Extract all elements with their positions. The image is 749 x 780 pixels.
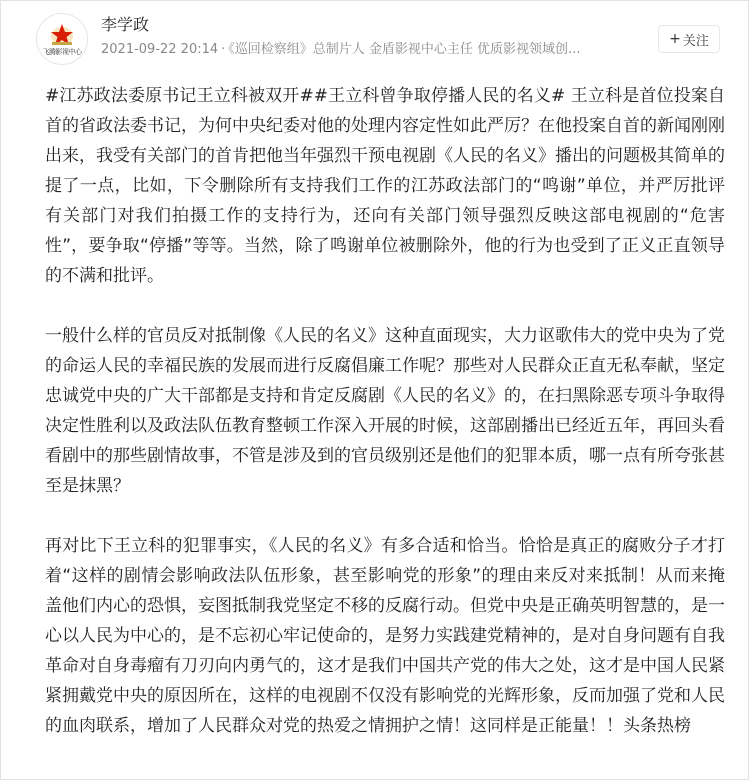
meta-separator: · (221, 42, 226, 57)
post-timestamp: 2021-09-22 20:14 (101, 42, 219, 57)
post-paragraph: #江苏政法委原书记王立科被双开##王立科曾争取停播人民的名义# 王立科是首位投案自首的省政法委书记，为何中央纪委对他的处理内容定性如此严厉？在他投案自首的新闻刚刚出来，我受有关部门的首肯把他当年强烈干预电视剧《人民的名义》播出的问题极其简单的提了一点，比如，下令删除所有支持我们工作的江苏政法部门的“鸣谢”单位，并严厉批评有关部门对我们拍摄工作的支持行为，还向有关部门领导强烈反映这部电视剧的“危害性”，要争取“停播”等等。当然，除了鸣谢单位被删除外，他的行为也受到了正义正直领导的不满和批评。 (45, 86, 725, 286)
author-avatar[interactable] (36, 13, 88, 65)
author-bio: 《巡回检察组》总制片人 金盾影视中心主任 优质影视领域创... (228, 42, 581, 57)
author-name[interactable]: 李学政 (101, 15, 150, 34)
follow-button[interactable] (658, 25, 720, 53)
post-body (45, 81, 725, 741)
post-paragraph: 一般什么样的官员反对抵制像《人民的名义》这种直面现实，大力讴歌伟大的党中央为了党的命运人民的幸福民族的发展而进行反腐倡廉工作呢？那些对人民群众正直无私奉献，坚定忠诚党中央的广大干部都是支持和肯定反腐剧《人民的名义》的，在扫黑除恶专项斗争取得决定性胜利以及政法队伍教育整顿工作深入开展的时候，这部剧播出已经近五年，再回头看看剧中的那些剧情故事，不管是涉及到的官员级别还是他们的犯罪本质，哪一点有所夸张甚至是抹黑？ (45, 326, 725, 496)
avatar-caption: 飞腾影视中心 (42, 48, 82, 56)
plus-icon: + (669, 31, 681, 47)
post-meta (101, 41, 621, 59)
post-paragraph: 再对比下王立科的犯罪事实，《人民的名义》有多合适和恰当。恰恰是真正的腐败分子才打着“这样的剧情会影响政法队伍形象，甚至影响党的形象”的理由来反对来抵制！从而来掩盖他们内心的恐惧，妄图抵制我党坚定不移的反腐行动。但党中央是正确英明智慧的，是一心以人民为中心的，是不忘初心牢记使命的，是努力实践建党精神的，是对自身问题有自我革命对自身毒瘤有刀刃向内勇气的，这才是我们中国共产党的伟大之处，这才是中国人民紧紧拥戴党中央的原因所在，这样的电视剧不仅没有影响党的光辉形象，反而加强了党和人民的血肉联系，增加了人民群众对党的热爱之情拥护之情！这同样是正能量！！头条热榜 (45, 536, 725, 736)
follow-label: 关注 (682, 33, 709, 49)
